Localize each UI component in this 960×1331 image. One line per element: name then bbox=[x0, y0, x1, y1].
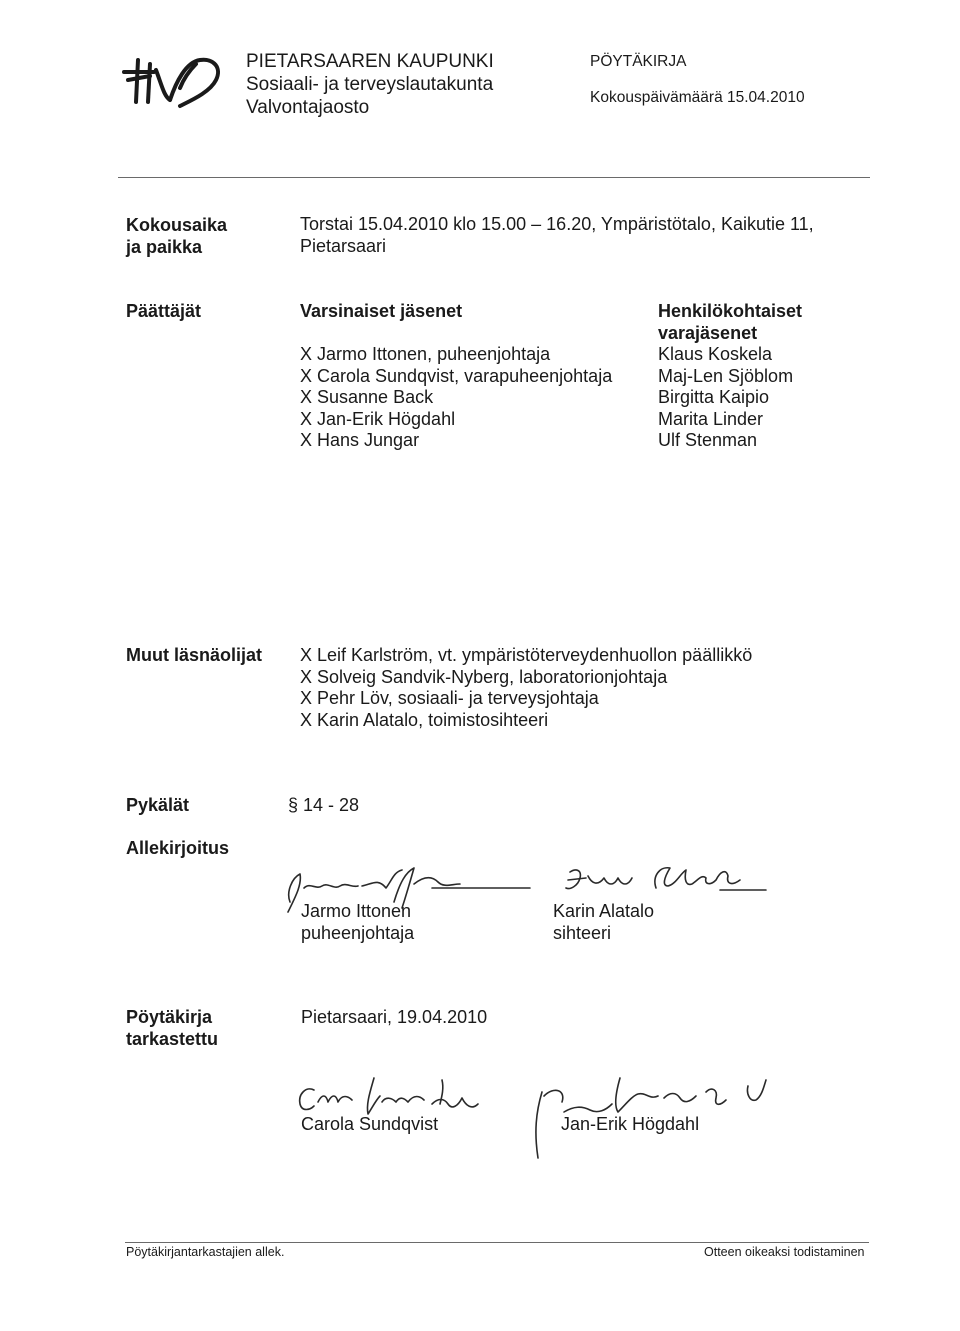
others-item: X Karin Alatalo, toimistosihteeri bbox=[300, 710, 549, 730]
member-item: X Jan-Erik Högdahl bbox=[300, 409, 456, 429]
city-logo bbox=[120, 52, 230, 112]
meeting-label-1: Kokousaika bbox=[126, 215, 228, 235]
secretary-name: Karin Alatalo bbox=[553, 901, 655, 921]
deputies-heading-1: Henkilökohtaiset bbox=[658, 301, 803, 321]
deputy-item: Marita Linder bbox=[658, 409, 764, 429]
meeting-date: Kokouspäivämäärä 15.04.2010 bbox=[590, 89, 805, 106]
others-item: X Pehr Löv, sosiaali- ja terveysjohtaja bbox=[300, 688, 599, 708]
deputies-heading-2: varajäsenet bbox=[658, 323, 758, 343]
signatures-label: Allekirjoitus bbox=[126, 838, 230, 858]
reviewer-2-name: Jan-Erik Högdahl bbox=[561, 1114, 700, 1134]
division-name: Valvontajaosto bbox=[246, 97, 370, 118]
deciders-label: Päättäjät bbox=[126, 301, 202, 321]
org-name: PIETARSAAREN KAUPUNKI bbox=[246, 51, 494, 72]
deputy-item: Ulf Stenman bbox=[658, 430, 758, 450]
member-item: X Hans Jungar bbox=[300, 430, 420, 450]
review-place-date: Pietarsaari, 19.04.2010 bbox=[301, 1007, 488, 1027]
footer-divider bbox=[125, 1242, 869, 1243]
secretary-signature bbox=[560, 862, 770, 902]
review-label-1: Pöytäkirja bbox=[126, 1007, 213, 1027]
deputy-item: Klaus Koskela bbox=[658, 344, 773, 364]
deputy-item: Maj-Len Sjöblom bbox=[658, 366, 794, 386]
footer-right: Otteen oikeaksi todistaminen bbox=[704, 1245, 865, 1259]
member-item: X Carola Sundqvist, varapuheenjohtaja bbox=[300, 366, 613, 386]
board-name: Sosiaali- ja terveyslautakunta bbox=[246, 74, 494, 95]
footer-left: Pöytäkirjantarkastajien allek. bbox=[126, 1245, 285, 1259]
others-label: Muut läsnäolijat bbox=[126, 645, 263, 665]
secretary-role: sihteeri bbox=[553, 923, 612, 943]
chair-name: Jarmo Ittonen bbox=[301, 901, 412, 921]
sections-label: Pykälät bbox=[126, 795, 190, 815]
members-heading: Varsinaiset jäsenet bbox=[300, 301, 463, 321]
review-label-2: tarkastettu bbox=[126, 1029, 219, 1049]
meeting-line-2: Pietarsaari bbox=[300, 236, 387, 256]
others-item: X Solveig Sandvik-Nyberg, laboratorionjohtaja bbox=[300, 667, 668, 687]
member-item: X Susanne Back bbox=[300, 387, 434, 407]
sections-value: § 14 - 28 bbox=[288, 795, 360, 815]
reviewer-1-name: Carola Sundqvist bbox=[301, 1114, 439, 1134]
document-type: PÖYTÄKIRJA bbox=[590, 53, 687, 70]
member-item: X Jarmo Ittonen, puheenjohtaja bbox=[300, 344, 551, 364]
meeting-label-2: ja paikka bbox=[126, 237, 203, 257]
chair-role: puheenjohtaja bbox=[301, 923, 415, 943]
deputy-item: Birgitta Kaipio bbox=[658, 387, 770, 407]
header-divider bbox=[118, 177, 870, 178]
others-item: X Leif Karlström, vt. ympäristöterveydenhuollon päällikkö bbox=[300, 645, 753, 665]
meeting-line-1: Torstai 15.04.2010 klo 15.00 – 16.20, Ympäristötalo, Kaikutie 11, bbox=[300, 214, 814, 234]
